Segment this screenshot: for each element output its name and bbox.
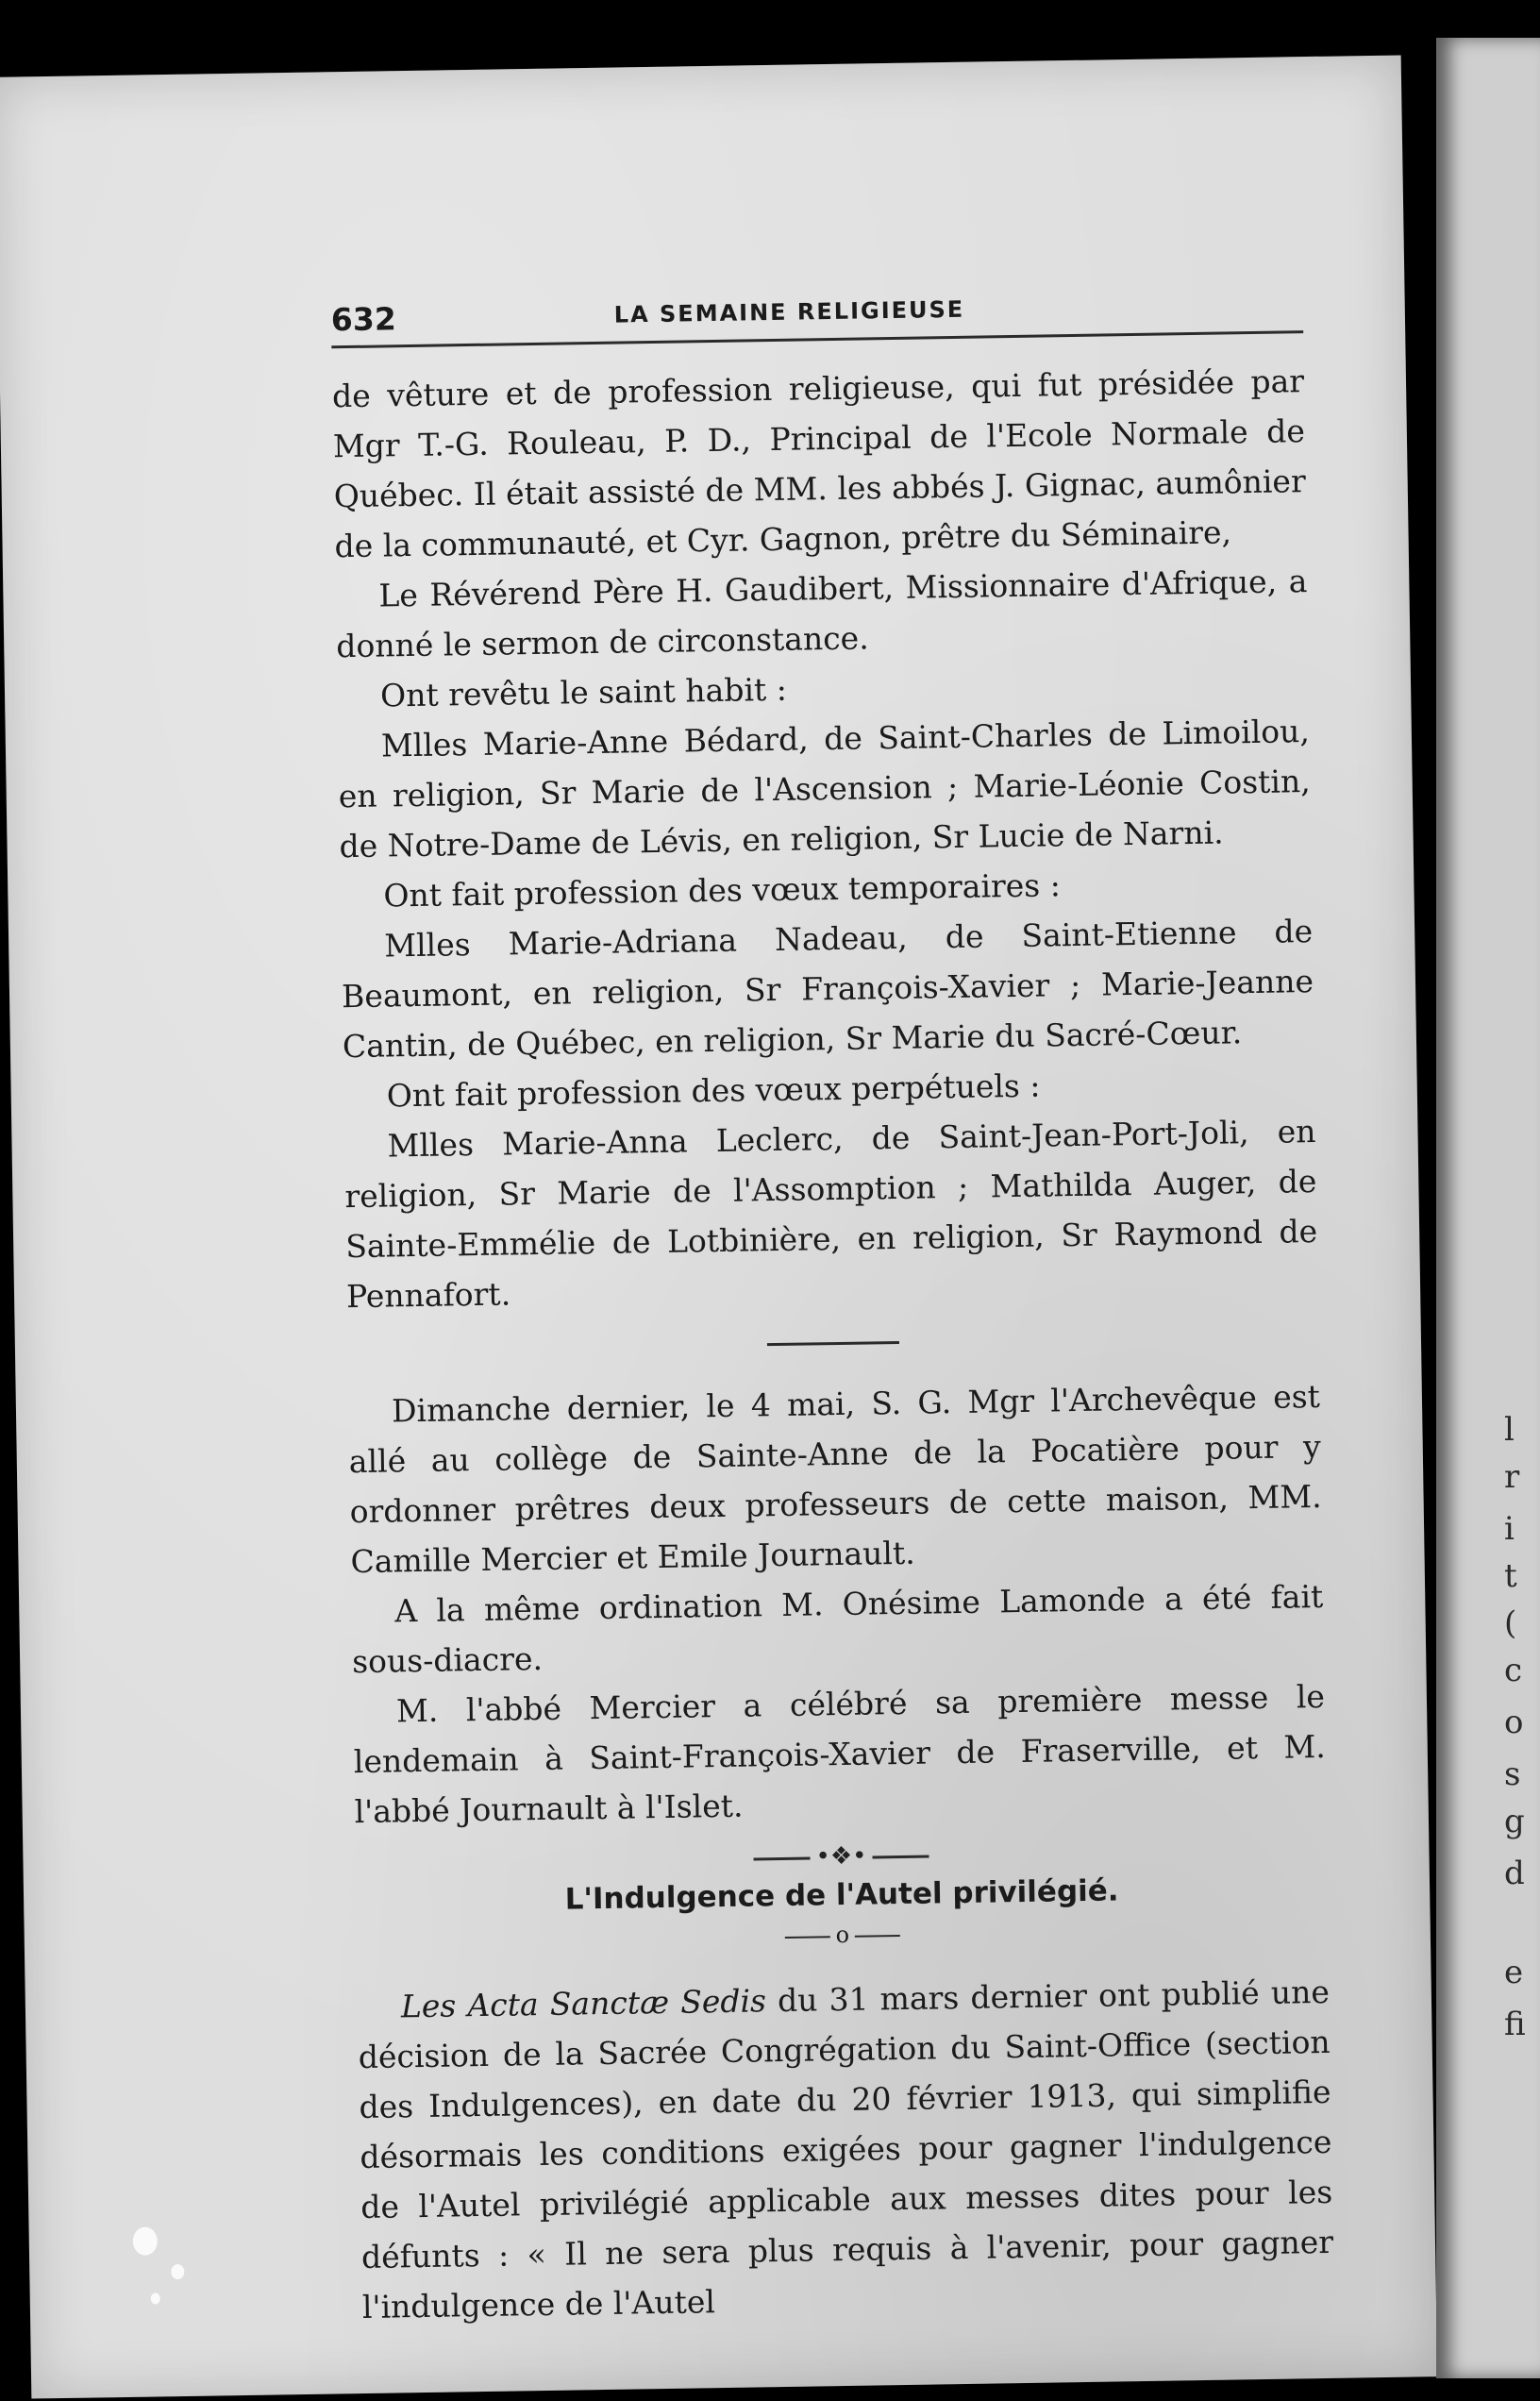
dust-speck: [133, 2226, 158, 2255]
section-divider: [767, 1341, 899, 1346]
edge-letter: (: [1504, 1604, 1517, 1642]
paragraph: Dimanche dernier, le 4 mai, S. G. Mgr l'Archevêque est allé au collège de Sainte-Anne de la Pocatière pour y ordonner prêtres deux professeurs de cette maison, MM. Camille Mercier et Emile Journault.: [348, 1377, 1322, 1581]
divider-line: [855, 1935, 900, 1938]
edge-letter: d: [1504, 1855, 1525, 1892]
paragraph: Mlles Marie-Anne Bédard, de Saint-Charles de Limoilou, en religion, Sr Marie de l'Ascension ; Marie-Léonie Costin, de Notre-Dame de Lévis, en religion, Sr Lucie de Narni.: [338, 713, 1311, 865]
paragraph: Mlles Marie-Anna Leclerc, de Saint-Jean-Port-Joli, en religion, Sr Marie de l'Assomption ; Mathilda Auger, de Sainte-Emmélie de Lotbinière, en religion, Sr Raymond de Pennafort.: [344, 1113, 1318, 1316]
edge-letter: e: [1504, 1954, 1524, 1991]
book-page: [0, 55, 1437, 2398]
journal-title: Les Acta Sanctæ Sedis: [400, 1982, 767, 2025]
paragraph: Mlles Marie-Adriana Nadeau, de Saint-Etienne de Beaumont, en religion, Sr François-Xavier ; Marie-Jeanne Cantin, de Québec, en religion, Sr Marie du Sacré-Cœur.: [341, 913, 1314, 1066]
edge-letter: c: [1504, 1652, 1523, 1689]
section-title: L'Indulgence de l'Autel privilégié.: [564, 1873, 1119, 1917]
edge-letter: r: [1504, 1458, 1520, 1496]
running-head: LA SEMAINE RELIGIEUSE: [613, 295, 965, 328]
page-content: [330, 274, 1334, 2332]
paragraph: Ont fait profession des vœux temporaires :: [383, 866, 1062, 915]
edge-letter: i: [1504, 1510, 1515, 1548]
page-number: 632: [330, 300, 397, 339]
ornament-line: [872, 1855, 929, 1858]
edge-letter: s: [1504, 1755, 1521, 1793]
facing-page-edge: [1436, 38, 1540, 2378]
paragraph: de vêture et de profession religieuse, qui fut présidée par Mgr T.-G. Rouleau, P. D., Principal de l'Ecole Normale de Québec. Il était assisté de MM. les abbés J. Gignac, aumônier de la communauté, et Cyr. Gagnon, prêtre du Séminaire,: [331, 362, 1306, 565]
paragraph: Ont revêtu le saint habit :: [379, 670, 788, 714]
divider-mark: o: [835, 1921, 850, 1949]
ornament-divider: [355, 1835, 1327, 1878]
edge-letter: t: [1504, 1557, 1517, 1595]
dust-speck: [171, 2264, 184, 2279]
divider-line: [785, 1936, 830, 1939]
ornament-line: [753, 1856, 810, 1860]
page-header: [330, 274, 1303, 348]
paragraph: Ont fait profession des vœux perpétuels :: [386, 1066, 1041, 1115]
edge-letter: l: [1504, 1411, 1515, 1449]
paragraph: M. l'abbé Mercier a célébré sa première messe le lendemain à Saint-François-Xavier de Fraserville, et M. l'abbé Journault à l'Islet.: [353, 1677, 1327, 1831]
edge-letter: fi: [1504, 2006, 1526, 2043]
dust-speck: [151, 2292, 160, 2304]
paragraph: A la même ordination M. Onésime Lamonde a été fait sous-diacre.: [351, 1577, 1324, 1681]
edge-letter: o: [1504, 1704, 1524, 1741]
section-paragraph: [358, 1967, 1335, 2332]
edge-letter: g: [1504, 1803, 1525, 1840]
small-divider: [357, 1914, 1329, 1956]
ornament-glyph: •❖•: [815, 1841, 867, 1872]
section-paragraph-text: du 31 mars dernier ont publié une décision de la Sacrée Congrégation du Saint-Office (section des Indulgences), en date du 20 février 1913, qui simplifie désormais les conditions exigées pour gagner l'indulgence de l'Autel privilégié applicable aux messes dites pour les défunts : « Il ne sera plus requis à l'avenir, pour gagner l'indulgence de l'Autel: [358, 1973, 1334, 2326]
paragraph: Le Révérend Père H. Gaudibert, Missionnaire d'Afrique, a donné le sermon de circonstance.: [335, 562, 1308, 665]
